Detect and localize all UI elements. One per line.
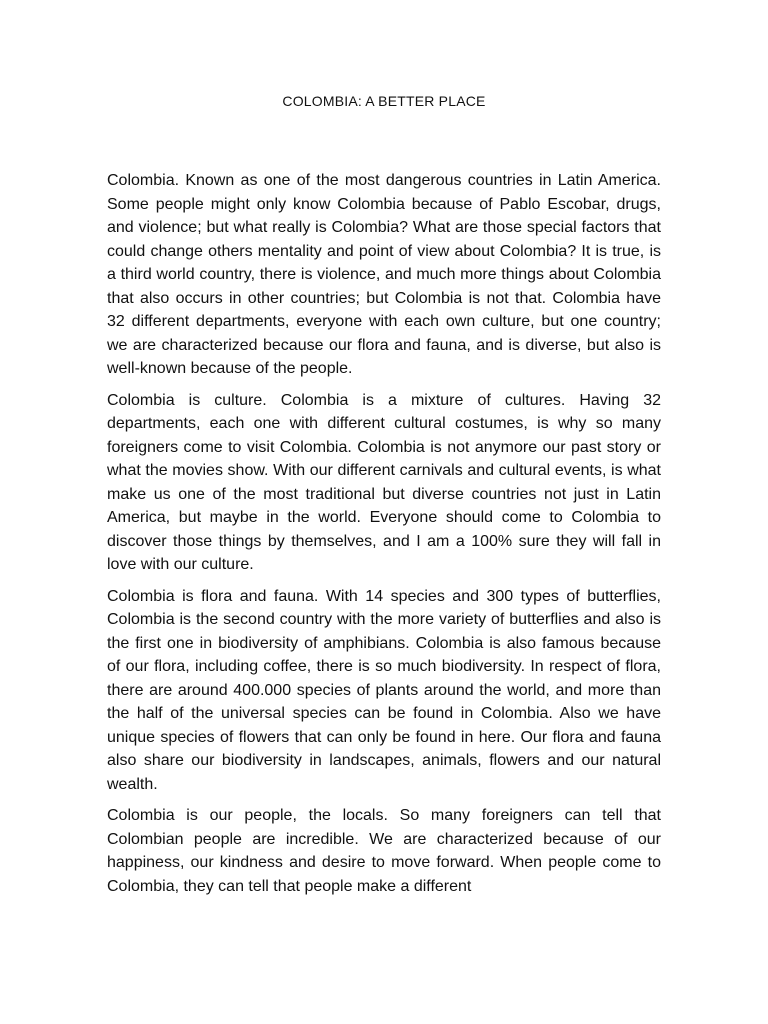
document-title: COLOMBIA: A BETTER PLACE [282,93,486,109]
paragraph-people: Colombia is our people, the locals. So many foreigners can tell that Colombian people are incredible. We are characterized because of our happiness, our kindness and desire to move forward. When people come to Colombia, they can tell that people make a different [107,807,661,895]
paragraph-intro: Colombia. Known as one of the most dangerous countries in Latin America. Some people might only know Colombia because of Pablo Escobar, drugs, and violence; but what really is Colombia? What are those special factors that could change others mentality and point of view about Colombia? It is true, is a third world country, there is violence, and much more things about Colombia that also occurs in other countries; but Colombia is not that. Colombia have 32 different departments, everyone with each own culture, but one country; we are characterized because our flora and fauna, and is diverse, but also is well-known because of the people. [107,172,661,377]
paragraph-culture: Colombia is culture. Colombia is a mixture of cultures. Having 32 departments, each one with different cultural costumes, is why so many foreigners come to visit Colombia. Colombia is not anymore our past story or what the movies show. With our different carnivals and cultural events, is what make us one of the most traditional but diverse countries not just in Latin America, but maybe in the world. Everyone should come to Colombia to discover those things by themselves, and I am a 100% sure they will fall in love with our culture. [107,391,661,573]
paragraph-flora-fauna: Colombia is flora and fauna. With 14 species and 300 types of butterflies, Colombia is the second country with the more variety of butterflies and also is the first one in biodiversity of amphibians. Colombia is also famous because of our flora, including coffee, there is so much biodiversity. In respect of flora, there are around 400.000 species of plants around the world, and more than the half of the universal species can be found in Colombia. Also we have unique species of flowers that can only be found in here. Our flora and fauna also share our biodiversity in landscapes, animals, flowers and our natural wealth. [107,587,661,793]
document-body [107,169,661,906]
